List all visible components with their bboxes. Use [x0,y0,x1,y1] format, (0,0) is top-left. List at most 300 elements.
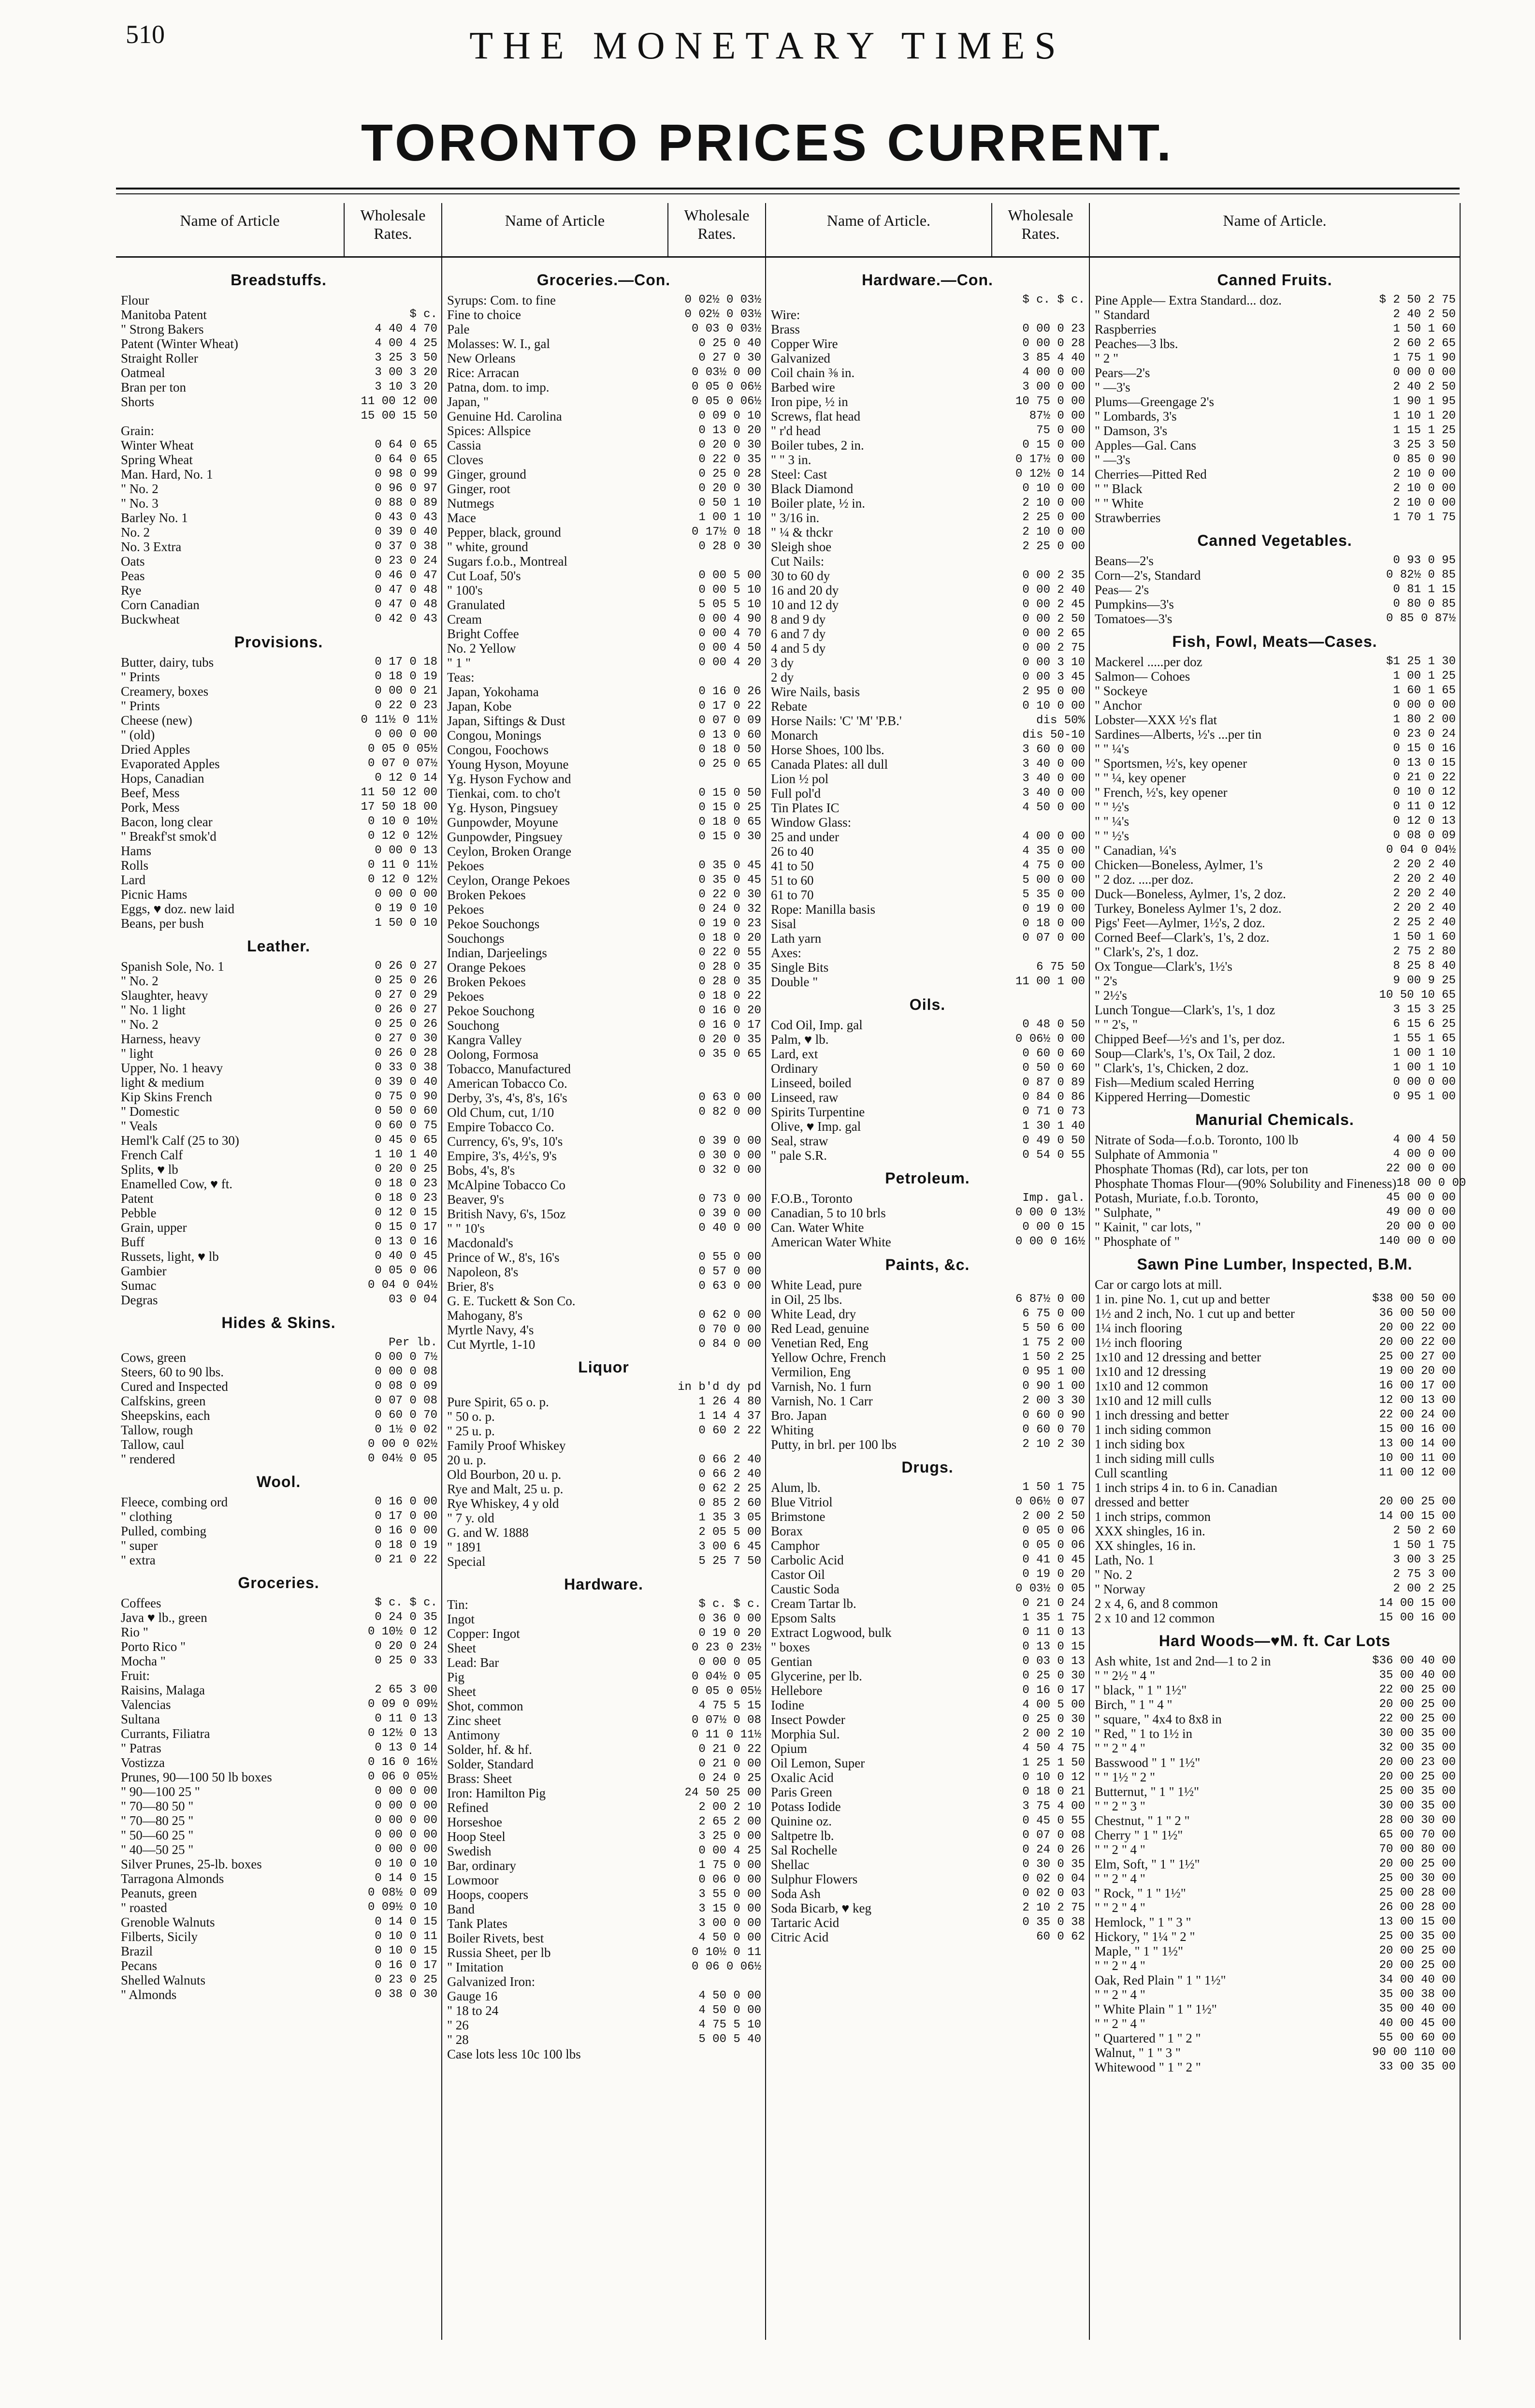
article-name: XXX shingles, 16 in. [1094,1524,1205,1538]
price-row [442,1496,765,1511]
wholesale-rate: 0 50 1 10 [698,496,761,510]
wholesale-rate: 19 00 20 00 [1379,1365,1456,1378]
price-row [442,1105,765,1120]
section-heading: Fish, Fowl, Meats—Cases. [1172,633,1377,650]
article-name: Plums—Greengage 2's [1094,394,1215,409]
price-row [1090,974,1460,988]
price-row [116,916,441,931]
price-row [1090,1770,1460,1784]
price-row [766,1018,1089,1032]
price-row [442,1844,765,1858]
wholesale-rate: 2 10 0 00 [1022,525,1085,539]
article-name: " " 2 " 4 " [1094,1741,1145,1755]
article-name: Oats [121,554,145,569]
wholesale-rate: 0 95 1 00 [1022,1365,1085,1378]
price-row [442,1597,765,1612]
wholesale-rate: 0 11½ 0 11½ [361,714,437,727]
article-name: Patna, dom. to imp. [447,380,550,394]
article-name: Black Diamond [770,482,854,496]
price-row [442,1641,765,1655]
wholesale-rate: 0 90 1 00 [1022,1380,1085,1393]
article-name: Lard [121,873,145,887]
price-row [116,1697,441,1712]
name-header: Name of Article [180,212,280,229]
article-name: Japan, Kobe [447,699,512,714]
wholesale-rate: 0 24 0 32 [698,903,761,916]
price-row [116,1264,441,1278]
wholesale-rate: 6 75 50 [1036,961,1085,974]
wholesale-rate: 15 00 16 00 [1379,1423,1456,1436]
price-row [766,612,1089,627]
wholesale-rate: 1 50 1 60 [1393,931,1456,944]
article-name: 51 to 60 [770,873,814,888]
price-row [116,525,441,540]
wholesale-rate: 0 21 0 22 [375,1553,437,1566]
wholesale-rate: 87½ 0 00 [1029,409,1085,423]
article-name: " super [121,1538,158,1553]
section-heading: Breadstuffs. [231,271,327,289]
price-row [766,540,1089,554]
wholesale-rate: 0 25 0 26 [375,974,437,987]
article-name: Hemlock, " 1 " 3 " [1094,1915,1191,1929]
article-name: Congou, Foochows [447,743,549,757]
price-row [1090,1886,1460,1900]
wholesale-rate: 0 33 0 38 [375,1061,437,1074]
wholesale-rate [341,1668,441,1683]
price-row [766,365,1089,380]
wholesale-rate: 0 06½ 0 00 [1015,1033,1085,1046]
wholesale-rate: 11 00 12 00 [361,395,437,408]
price-row [442,873,765,888]
wholesale-rate: 4 50 4 75 [1022,1742,1085,1755]
price-row [766,1119,1089,1134]
price-row [1090,1321,1460,1335]
wholesale-rate [665,1236,765,1250]
article-name: Grenoble Walnuts [121,1915,215,1929]
column-header [442,203,765,258]
article-name: Family Proof Whiskey [447,1438,566,1453]
section-heading: Oils. [909,996,946,1013]
article-name: Man. Hard, No. 1 [121,467,213,482]
section-heading: Hides & Skins. [221,1314,336,1331]
price-row [1090,1538,1460,1553]
article-name: Screws, flat head [770,409,861,423]
article-name: 10 and 12 dy [770,598,839,612]
article-name: " clothing [121,1509,173,1524]
price-row [1090,1191,1460,1205]
price-row [116,540,441,554]
wholesale-rate: 0 10 0 00 [1022,482,1085,495]
section-heading: Hardware.—Con. [862,271,993,289]
article-name: " White Plain " 1 " 1½" [1094,2002,1217,2016]
wholesale-rate: 1 30 1 40 [1022,1120,1085,1133]
wholesale-rate: 0 26 0 28 [375,1047,437,1060]
wholesale-rate: 0 18 0 19 [375,670,437,683]
price-row [116,742,441,757]
price-row [442,467,765,482]
article-name: " Standard [1094,307,1150,322]
article-name: Bran per ton [121,380,186,394]
wholesale-rate: 03 0 04 [389,1293,437,1306]
article-name: Spring Wheat [121,452,193,467]
article-name: " extra [121,1553,156,1567]
wholesale-rate: $ 2 50 2 75 [1379,293,1456,306]
article-name: Tallow, rough [121,1423,193,1437]
article-name: Paris Green [770,1785,832,1799]
wholesale-rate: 0 19 0 00 [1022,903,1085,916]
price-row [766,1828,1089,1843]
wholesale-rate: 4 00 4 25 [375,337,437,350]
article-name: Fleece, combing ord [121,1495,228,1509]
wholesale-rate: 0 05 0 06 [375,1264,437,1277]
wholesale-rate: $ c. $ c. [375,1596,437,1609]
wholesale-rate: 0 62 2 25 [698,1482,761,1495]
price-row [116,1668,441,1683]
price-row [442,1931,765,1945]
article-name: Pig [447,1670,465,1684]
article-name: Souchongs [447,931,505,946]
article-name: Pine Apple— Extra Standard... doz. [1094,293,1282,307]
article-name: Eggs, ♥ doz. new laid [121,902,234,916]
article-name: Citric Acid [770,1930,829,1944]
price-row [442,728,765,743]
wholesale-rate: 4 00 5 00 [1022,1698,1085,1711]
price-row [116,800,441,815]
article-name: Barley No. 1 [121,511,188,525]
column-body [116,258,441,2340]
wholesale-rate: 0 19 0 10 [375,902,437,915]
wholesale-rate: 2 65 2 00 [698,1815,761,1828]
wholesale-rate: 25 00 27 00 [1379,1350,1456,1363]
price-row [766,627,1089,641]
wholesale-rate: 20 00 23 00 [1379,1756,1456,1769]
price-row [442,1438,765,1453]
article-name: Rye Whiskey, 4 y old [447,1496,559,1511]
article-name: " " ¼'s [1094,742,1130,756]
price-row [766,1930,1089,1944]
wholesale-rate: 0 85 0 87½ [1386,612,1456,625]
price-row [766,844,1089,859]
wholesale-rate: 0 16 0 26 [698,685,761,698]
article-name: Souchong [447,1018,499,1033]
price-row [766,511,1089,525]
wholesale-rate: 30 00 35 00 [1379,1799,1456,1812]
article-name: Soda Ash [770,1886,821,1901]
price-row [1090,1524,1460,1538]
price-row [442,931,765,946]
price-row [1090,1611,1460,1625]
column-4 [1089,203,1466,2340]
price-row [442,1033,765,1047]
wholesale-rate: 0 15 0 50 [698,787,761,800]
article-name: Double " [770,975,818,989]
article-name: Fruit: [121,1668,150,1683]
article-name: " " 2 " 4 " [1094,1987,1145,2002]
price-row [766,554,1089,569]
price-row [116,1741,441,1755]
article-name: 20 u. p. [447,1453,486,1467]
article-name: Fine to choice [447,307,521,322]
article-name: Whiting [770,1423,814,1437]
article-name: Lard, ext [770,1047,818,1061]
wholesale-rate: 22 00 25 00 [1379,1683,1456,1696]
price-row [1090,1741,1460,1755]
wholesale-rate: 0 26 0 27 [375,1003,437,1016]
article-name: " Sulphate, " [1094,1205,1161,1220]
article-name: Patent [121,1191,154,1206]
section-heading: Groceries.—Con. [536,271,671,289]
article-name: Dried Apples [121,742,190,757]
section-heading: Hardware. [564,1576,643,1593]
article-name: Hellebore [770,1683,823,1698]
article-name: Bro. Japan [770,1408,827,1423]
article-name: Brass [770,322,800,336]
price-row [1090,1147,1460,1162]
article-name: 2 x 10 and 12 common [1094,1611,1215,1625]
price-row [1090,669,1460,684]
article-name: " " 3 in. [770,452,811,467]
price-row [1090,1350,1460,1364]
article-name: " 90—100 25 " [121,1784,200,1799]
price-row [1090,1003,1460,1017]
wholesale-rate: $ c. $ c. [1022,293,1085,306]
wholesale-rate [988,554,1089,569]
article-name: Red Lead, genuine [770,1321,869,1336]
price-row [766,1509,1089,1524]
price-row [1090,511,1460,525]
price-row [442,1265,765,1279]
wholesale-rate: 1 10 1 40 [375,1148,437,1161]
price-row [442,2018,765,2032]
wholesale-rate: 0 18 0 65 [698,816,761,829]
wholesale-rate: 34 00 40 00 [1379,1973,1456,1986]
article-name: Horseshoe [447,1815,502,1829]
price-row [442,1453,765,1467]
price-row [116,1119,441,1133]
article-name: Copper: Ingot [447,1626,520,1641]
wholesale-rate: 0 17 0 18 [375,656,437,669]
price-row [116,1944,441,1958]
price-row [442,423,765,438]
price-row [1090,1292,1460,1306]
price-row [766,699,1089,714]
wholesale-rate: 8 25 8 40 [1393,960,1456,973]
wholesale-rate: 0 18 0 00 [1022,917,1085,930]
article-name: G. E. Tuckett & Son Co. [447,1294,576,1308]
article-name: Pekoe Souchong [447,1004,535,1018]
wholesale-rate: 10 50 10 65 [1379,989,1456,1002]
article-name: Corn—2's, Standard [1094,568,1201,583]
price-row [116,1784,441,1799]
article-name: " roasted [121,1900,167,1915]
article-name: 1 in. pine No. 1, cut up and better [1094,1292,1270,1306]
wholesale-rate [341,293,441,307]
article-name: Mocha " [121,1654,166,1668]
article-name: Ox Tongue—Clark's, 1½'s [1094,959,1232,974]
article-name: Valencias [121,1697,171,1712]
article-name: Raisins, Malaga [121,1683,205,1697]
article-name: Tienkai, com. to cho't [447,786,561,801]
wholesale-rate: 0 03½ 0 05 [1015,1582,1085,1595]
price-row [1090,597,1460,612]
price-row [116,1509,441,1524]
article-name: " Lombards, 3's [1094,409,1177,423]
wholesale-rate: 22 00 25 00 [1379,1712,1456,1725]
wholesale-rate: 1 00 1 25 [1393,670,1456,683]
price-row [116,394,441,409]
price-row [442,975,765,989]
price-row [766,1090,1089,1105]
article-name: " 2's [1094,974,1117,988]
rates-header: Wholesale Rates. [344,203,441,256]
article-name: Myrtle Navy, 4's [447,1323,534,1337]
wholesale-rate: $ c. $ c. [698,1598,761,1611]
article-name: Coffees [121,1596,161,1610]
price-row [1090,1842,1460,1857]
wholesale-rate: 2 75 3 00 [1393,1568,1456,1581]
article-name: Heml'k Calf (25 to 30) [121,1133,239,1148]
wholesale-rate [665,844,765,859]
article-name: " Norway [1094,1582,1145,1596]
wholesale-rate: 0 17 0 22 [698,700,761,713]
article-name: Lath, No. 1 [1094,1553,1154,1567]
wholesale-rate: 0 22 0 55 [698,946,761,959]
wholesale-rate: 0 00 4 20 [698,656,761,669]
article-name: Ordinary [770,1061,818,1076]
article-name: Degras [121,1293,158,1307]
article-name: " No. 2 [121,974,159,988]
article-name: Salmon— Cohoes [1094,669,1190,684]
price-row [116,1828,441,1842]
article-name: Mackerel .....per doz [1094,655,1202,669]
price-row [116,322,441,336]
article-name: No. 2 [121,525,150,540]
price-row [766,1785,1089,1799]
article-name: Kip Skins French [121,1090,212,1104]
price-row [442,699,765,714]
wholesale-rate: 0 09½ 0 10 [367,1901,437,1914]
article-name: 16 and 20 dy [770,583,839,598]
article-name: " 2 " [1094,351,1119,365]
price-row [442,1149,765,1163]
wholesale-rate: 0 02½ 0 03½ [684,293,761,306]
price-row [766,1625,1089,1640]
price-row [1090,1712,1460,1726]
price-row [1090,2016,1460,2031]
article-name: " Rock, " 1 " 1½" [1094,1886,1186,1900]
price-row [116,1061,441,1075]
wholesale-rate: 14 00 15 00 [1379,1597,1456,1610]
price-row [1090,1929,1460,1944]
wholesale-rate: 3 00 0 00 [1022,380,1085,394]
price-row [116,1538,441,1553]
wholesale-rate: 20 00 25 00 [1379,1959,1456,1972]
article-name: Cut Loaf, 50's [447,569,521,583]
price-row [1090,785,1460,800]
price-row [766,1640,1089,1654]
wholesale-rate: 0 40 0 45 [375,1250,437,1263]
price-row [766,1292,1089,1307]
price-row [766,1915,1089,1930]
price-row [442,1655,765,1670]
article-name [116,409,341,423]
article-name: 41 to 50 [770,859,814,873]
price-row [766,975,1089,989]
article-name: Beans—2's [1094,554,1154,568]
article-name: Shot, common [447,1699,523,1713]
price-row [766,1756,1089,1770]
article-name: Russia Sheet, per lb [447,1945,551,1960]
article-name: Cheese (new) [121,713,192,728]
wholesale-rate [1345,1277,1460,1292]
wholesale-rate: 0 20 0 35 [698,1033,761,1046]
price-row [116,1553,441,1567]
article-name: Zinc sheet [447,1713,501,1728]
wholesale-rate: 0 60 0 60 [1022,1047,1085,1060]
price-row [442,1713,765,1728]
wholesale-rate: 20 00 22 00 [1379,1336,1456,1349]
price-row [442,1076,765,1091]
article-name: " No. 2 [121,482,159,496]
price-row [766,1076,1089,1090]
wholesale-rate: 2 50 2 60 [1393,1524,1456,1537]
wholesale-rate: 0 25 0 33 [375,1654,437,1667]
wholesale-rate: 5 25 7 50 [698,1555,761,1568]
section-heading: Canned Vegetables. [1197,532,1352,549]
price-row [442,1540,765,1554]
wholesale-rate: 2 00 2 50 [1022,1510,1085,1523]
article-name: " Almonds [121,1987,177,2002]
price-row [442,293,765,307]
article-name [442,1380,665,1395]
wholesale-rate: 0 28 0 35 [698,975,761,988]
price-row [766,1394,1089,1408]
article-name: Iron: Hamilton Pig [447,1786,546,1800]
article-name: Pure Spirit, 65 o. p. [447,1395,549,1409]
article-name: Cream Tartar lb. [770,1596,856,1611]
article-name: Morphia Sul. [770,1727,840,1741]
article-name: Indian, Darjeelings [447,946,547,960]
article-name: White Lead, dry [770,1307,856,1321]
wholesale-rate: 0 84 0 86 [1022,1091,1085,1104]
wholesale-rate: 0 00 3 10 [1022,656,1085,669]
article-name: Vermilion, Eng [770,1365,851,1379]
article-name: Molasses: W. I., gal [447,336,550,351]
price-row [442,2032,765,2047]
article-name: 1 inch siding box [1094,1437,1185,1451]
wholesale-rate: 0 16 0 17 [1022,1684,1085,1697]
price-row [442,322,765,336]
article-name: Hams [121,844,151,858]
article-name: Turkey, Boneless Aylmer 1's, 2 doz. [1094,901,1282,916]
wholesale-rate: 0 00 2 75 [1022,642,1085,655]
article-name: 1 inch strips 4 in. to 6 in. Canadian [1094,1480,1277,1495]
price-row [1090,423,1460,438]
wholesale-rate: 0 41 0 45 [1022,1553,1085,1566]
article-name: Shorts [121,394,155,409]
article-name: Butter, dairy, tubs [121,655,214,670]
article-name: Saltpetre lb. [770,1828,834,1843]
article-name: Lath yarn [770,931,822,946]
price-row [116,1003,441,1017]
article-name: Wire: [770,307,800,322]
price-row [766,830,1089,844]
article-name: " 25 u. p. [447,1424,495,1438]
price-row [116,409,441,423]
article-name: Single Bits [770,960,829,975]
wholesale-rate: 10 00 11 00 [1379,1452,1456,1465]
wholesale-rate: 0 85 2 60 [698,1497,761,1510]
